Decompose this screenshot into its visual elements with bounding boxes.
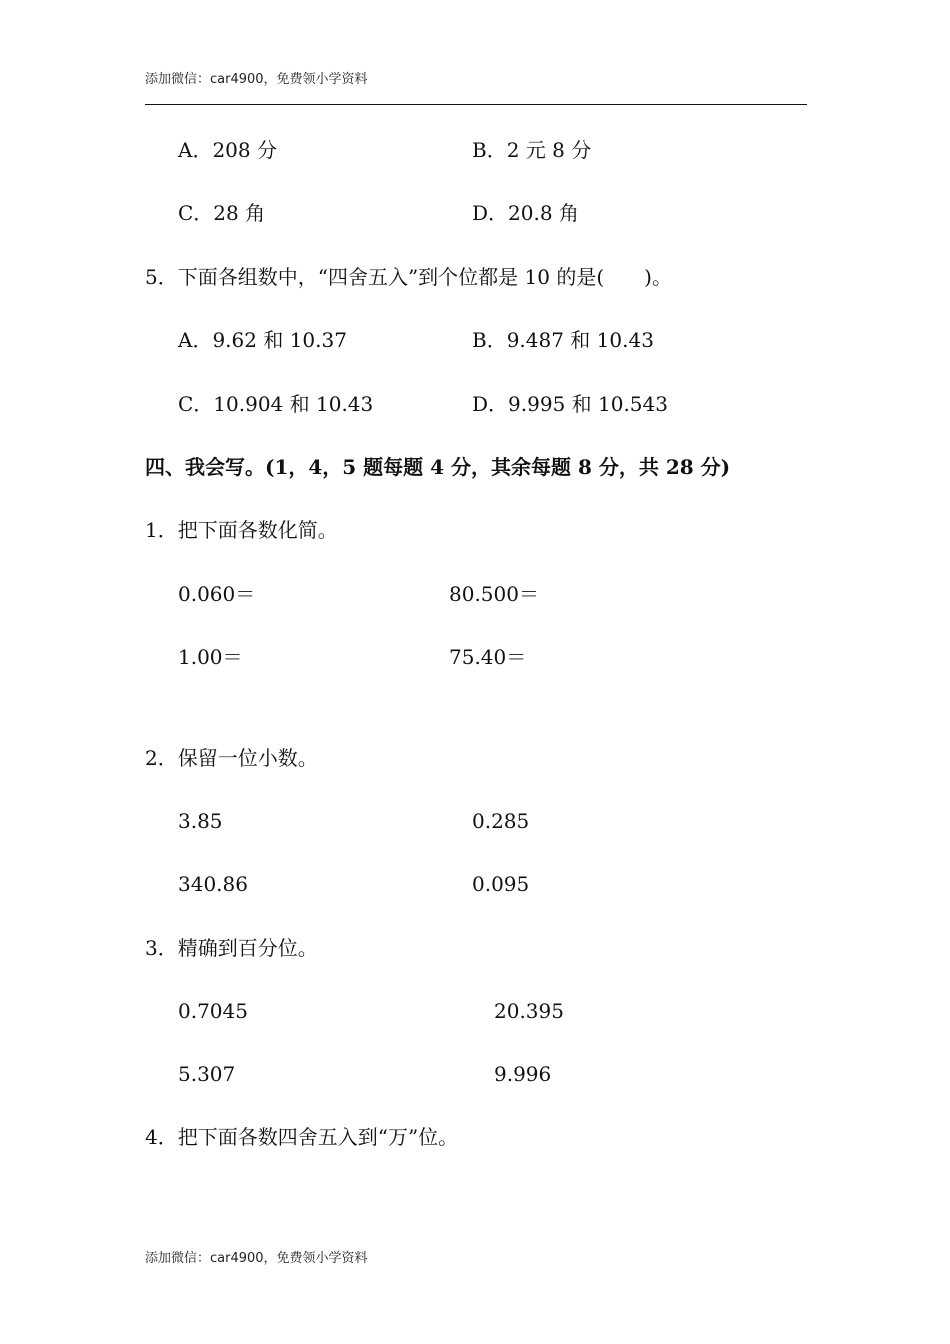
problem-4-stem: 4．把下面各数四舍五入到“万”位。 <box>145 1125 459 1149</box>
page-header: 添加微信：car4900，免费领小学资料 <box>145 72 368 87</box>
problem-1-stem: 1．把下面各数化简。 <box>145 518 338 542</box>
problem-1-item: 80.500＝ <box>449 582 539 606</box>
q4-option-a: A．208 分 <box>178 138 277 162</box>
problem-3-item: 5.307 <box>178 1062 236 1086</box>
q4-option-d: D．20.8 角 <box>472 201 579 225</box>
section-4-title: 四、我会写。(1，4，5 题每题 4 分，其余每题 8 分，共 28 分) <box>145 455 731 479</box>
problem-2-item: 0.285 <box>472 809 530 833</box>
problem-3-item: 9.996 <box>494 1062 552 1086</box>
problem-3-item: 20.395 <box>494 999 564 1023</box>
problem-2-item: 3.85 <box>178 809 223 833</box>
problem-2-item: 340.86 <box>178 872 248 896</box>
page-footer: 添加微信：car4900，免费领小学资料 <box>145 1251 368 1266</box>
problem-2-item: 0.095 <box>472 872 530 896</box>
q5-stem: 5．下面各组数中，“四舍五入”到个位都是 10 的是( )。 <box>145 265 672 289</box>
q5-option-c: C．10.904 和 10.43 <box>178 392 374 416</box>
problem-1-item: 75.40＝ <box>449 645 527 669</box>
problem-3-item: 0.7045 <box>178 999 248 1023</box>
q4-option-c: C．28 角 <box>178 201 266 225</box>
q5-option-a: A．9.62 和 10.37 <box>178 328 347 352</box>
q4-option-b: B．2 元 8 分 <box>472 138 592 162</box>
q5-option-d: D．9.995 和 10.543 <box>472 392 668 416</box>
problem-1-item: 0.060＝ <box>178 582 256 606</box>
problem-3-stem: 3．精确到百分位。 <box>145 936 318 960</box>
q5-option-b: B．9.487 和 10.43 <box>472 328 654 352</box>
problem-2-stem: 2．保留一位小数。 <box>145 746 318 770</box>
problem-1-item: 1.00＝ <box>178 645 243 669</box>
header-divider <box>145 104 807 105</box>
